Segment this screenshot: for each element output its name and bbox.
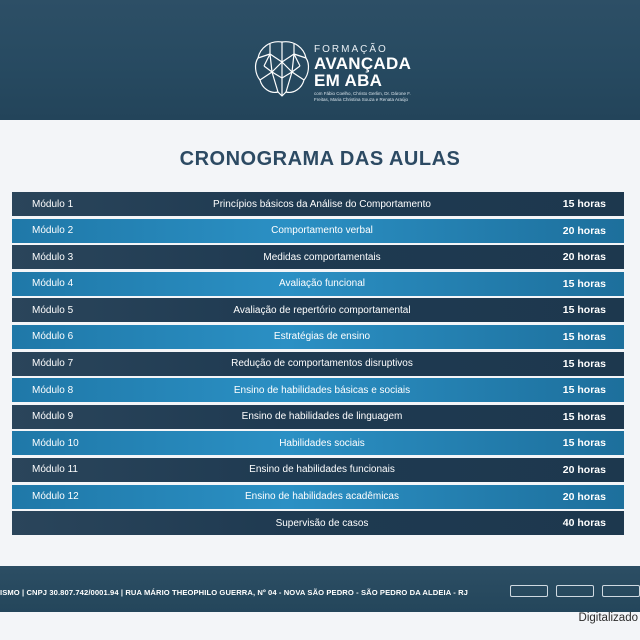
partner-logo-icon [556, 585, 594, 597]
module-label: Módulo 8 [32, 384, 74, 396]
module-topic: Ensino de habilidades funcionais [249, 464, 395, 476]
page-title: CRONOGRAMA DAS AULAS [179, 148, 461, 170]
module-topic: Supervisão de casos [275, 517, 369, 529]
module-hours: 20 horas [562, 490, 606, 503]
module-label: Módulo 7 [32, 358, 74, 370]
module-label: Módulo 3 [32, 251, 74, 263]
brand-line-1: FORMAÇÃO [314, 44, 388, 55]
module-topic: Princípios básicos da Análise do Comportamento [213, 198, 431, 210]
schedule-row [12, 405, 624, 429]
partner-logo-icon [510, 585, 548, 597]
module-topic: Medidas comportamentais [263, 251, 381, 263]
module-label: Módulo 10 [32, 437, 79, 449]
module-topic: Redução de comportamentos disruptivos [231, 358, 413, 370]
schedule-row [12, 192, 624, 216]
brand-line-3: EM ABA [314, 71, 383, 90]
module-hours: 15 horas [562, 304, 606, 317]
module-hours: 40 horas [562, 517, 606, 530]
module-label: Módulo 4 [32, 278, 74, 290]
module-topic: Ensino de habilidades de linguagem [241, 411, 403, 423]
module-topic: Estratégias de ensino [273, 331, 371, 343]
module-topic: Habilidades sociais [279, 437, 365, 449]
module-hours: 20 horas [562, 251, 606, 264]
module-hours: 15 horas [562, 330, 606, 343]
module-hours: 15 horas [562, 437, 606, 450]
schedule-row [12, 219, 624, 243]
module-label: Módulo 9 [32, 411, 74, 423]
brand-line-2: AVANÇADA [314, 54, 412, 73]
module-hours: 15 horas [562, 198, 606, 210]
schedule-row [12, 352, 624, 376]
module-hours: 15 horas [562, 384, 606, 397]
module-topic: Avaliação de repertório comportamental [233, 304, 411, 316]
module-hours: 20 horas [562, 224, 606, 237]
footer-address: ISMO | CNPJ 30.807.742/0001.94 | RUA MÁRIO THEOPHILO GUERRA, Nº 04 - NOVA SÃO PEDRO - SÃO PEDRO DA ALDEIA - RJ [0, 588, 468, 597]
schedule-row [12, 378, 624, 402]
brain-logo-icon [252, 38, 312, 100]
module-topic: Avaliação funcional [279, 278, 365, 290]
module-hours: 15 horas [562, 277, 606, 290]
module-label: Módulo 2 [32, 225, 74, 237]
module-label: Módulo 12 [32, 491, 79, 503]
module-topic: Comportamento verbal [271, 225, 373, 237]
module-hours: 15 horas [562, 357, 606, 370]
schedule-row [12, 485, 624, 509]
scan-label: Digitalizado [578, 612, 638, 624]
schedule-row [12, 511, 624, 535]
schedule-row [12, 298, 624, 322]
module-topic: Ensino de habilidades básicas e sociais [233, 384, 411, 396]
module-label: Módulo 11 [32, 464, 78, 476]
brand-credits: com Fábio Coelho, Christo Gerlim, Dr. Dárone F. Freitas, Maria Christina Souza e Renata Araújo [314, 91, 411, 102]
schedule-row [12, 272, 624, 296]
schedule-row [12, 325, 624, 349]
footer-logos [510, 585, 640, 597]
schedule-row [12, 245, 624, 269]
brand-block [314, 44, 424, 103]
schedule-row [12, 458, 624, 482]
schedule-row [12, 431, 624, 455]
module-label: Módulo 1 [32, 198, 74, 210]
module-label: Módulo 5 [32, 304, 74, 316]
schedule-table [12, 192, 624, 538]
module-label: Módulo 6 [32, 331, 74, 343]
module-hours: 15 horas [562, 410, 606, 423]
module-hours: 20 horas [562, 463, 606, 476]
module-topic: Ensino de habilidades acadêmicas [245, 491, 399, 503]
partner-logo-icon [602, 585, 640, 597]
header-banner [0, 0, 640, 120]
